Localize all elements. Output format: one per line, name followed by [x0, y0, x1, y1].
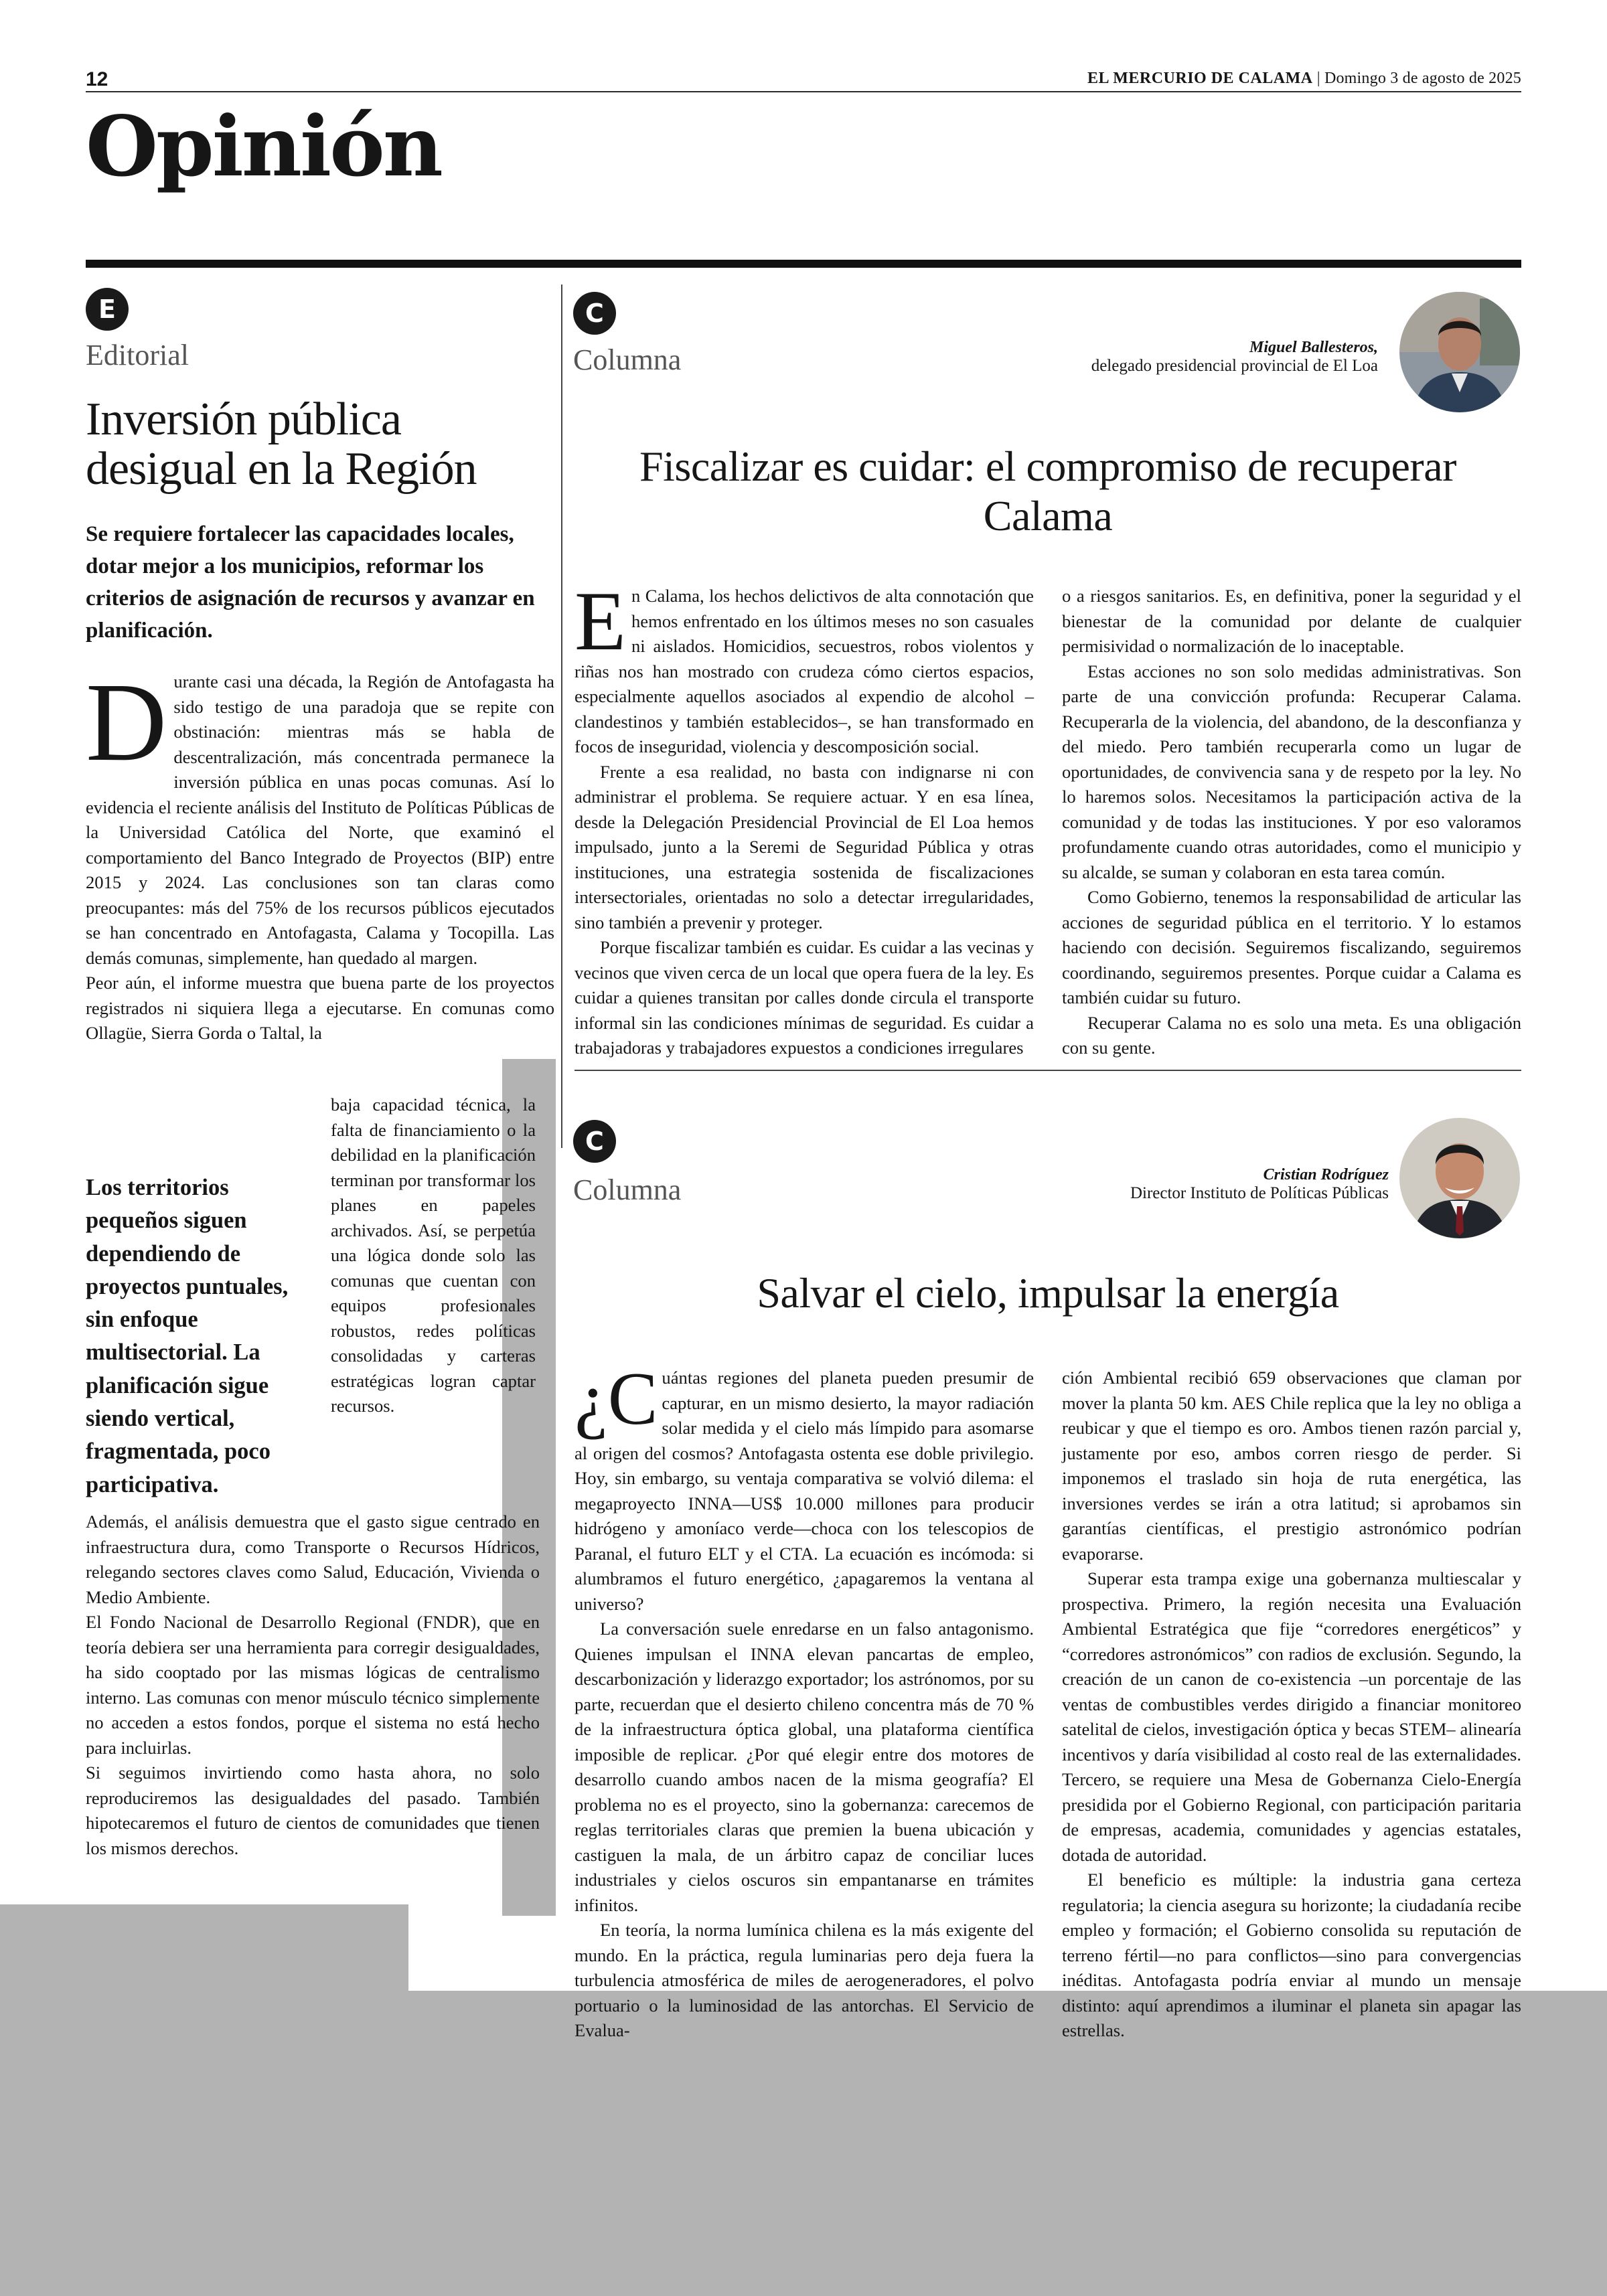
editorial-body-bottom — [86, 1509, 540, 1861]
column2-title: Salvar el cielo, impulsar la energía — [757, 1269, 1339, 1317]
editorial-deck: Se requiere fortalecer las capacidades locales, dotar mejor a los municipios, reformar los criterios de asignación de recursos y avanzar en planificación. — [86, 522, 535, 643]
column1-paragraph-5: Estas acciones no son solo medidas administrativas. Son parte de una convicción profunda: Recuperar Calama. Recuperarla de la violencia, del abandono, de la desconfianza y del miedo. Pero también recuperarla como un lugar de oportunidades, de convivencia sana y de respeto por la ley. No lo haremos solos. Necesitamos la participación activa de la comunidad y de todas las instituciones. Y por eso valoramos profundamente cuando otras autoridades, como el municipio y su alcalde, se suman y colaboran en esta tarea común. — [1062, 661, 1521, 882]
column2-author-avatar — [1399, 1118, 1520, 1238]
editorial-drop-cap: D — [86, 660, 167, 785]
column1-byline — [870, 339, 1378, 376]
column2-paragraph-5: Superar esta trampa exige una gobernanza multiescalar y prospectiva. Primero, la región necesita una Evaluación Ambiental Estratégica que fije “corredores energéticos” y “corredores astronómicos” con radios de exclusión. Segundo, la creación de un canon de co-existencia –un porcentaje de las ventas de combustibles verdes dirigido a financiar monitoreo satelital de cielos, investigación óptica y becas STEM– alinearía incentivos y daría visibilidad al costo real de las externalidades. Tercero, se requiere una Mesa de Gobernanza Cielo-Energía presidida por el Gobierno Regional, con participación paritaria de empresas, academia, comunidades y agencias estatales, dotada de autoridad. — [1062, 1568, 1521, 1865]
column2-byline — [870, 1166, 1389, 1203]
section-title: Opinión — [86, 98, 441, 195]
masthead: EL MERCURIO DE CALAMA | Domingo 3 de agosto de 2025 — [1087, 70, 1521, 87]
column2-author-name: Cristian Rodríguez — [1263, 1166, 1389, 1183]
column1-paragraph-3: Porque fiscalizar también es cuidar. Es cuidar a las vecinas y vecinos que viven cerca de un local que opera fuera de la ley. Es cuidar a quienes transitan por calles donde circula el transporte informal sin las condiciones mínimas de seguridad. Es cuidar a trabajadoras y trabajadores expuestos a condiciones irregulares — [575, 937, 1034, 1058]
column1-title: Fiscalizar es cuidar: el compromiso de recuperar Calama — [639, 442, 1456, 540]
column1-body-right — [1062, 584, 1521, 1061]
editorial-paragraph-2a: Peor aún, el informe muestra que buena parte de los proyectos registrados ni siquiera llega a ejecutarse. En comunas como Ollagüe, Sierra Gorda o Taltal, la — [86, 973, 554, 1043]
editorial-kicker: Editorial — [86, 339, 189, 372]
column2-badge-icon: C — [573, 1120, 616, 1163]
column1-paragraph-7: Recuperar Calama no es solo una meta. Es una obligación con su gente. — [1062, 1012, 1521, 1058]
column1-kicker: Columna — [573, 343, 682, 376]
section-rule — [86, 260, 1521, 268]
column2-body-left — [575, 1358, 1034, 2044]
column2-body-right — [1062, 1366, 1521, 2044]
editorial-badge-icon: E — [86, 288, 129, 331]
newspaper-name: EL MERCURIO DE CALAMA — [1087, 70, 1313, 87]
editorial-paragraph-3: Además, el análisis demuestra que el gasto sigue centrado en infraestructura dura, como Transporte o Recursos Hídricos, relegando sectores claves como Salud, Educación, Vivienda o Medio Ambiente. — [86, 1511, 540, 1607]
column2-paragraph-6: El beneficio es múltiple: la industria gana certeza regulatoria; la ciencia asegura su horizonte; la ciudadanía recibe empleo y formación; el Gobierno consolida su reputación de terreno fértil—no para conflictos—sino para convergencias inéditas. Antofagasta podría enviar al mundo un mensaje distinto: aquí aprendimos a iluminar el planeta sin apagar las estrellas. — [1062, 1870, 1521, 2040]
column1-paragraph-1: n Calama, los hechos delictivos de alta connotación que hemos enfrentado en los últimos meses no son casuales ni aislados. Homicidios, secuestros, robos violentos y riñas nos han mostrado con crudeza cómo ciertos espacios, especialmente aquellos asociados al expendio de alcohol –clandestinos y también establecidos–, se han transformado en focos de inseguridad, violencia y descomposición social. — [575, 586, 1034, 756]
column2-paragraph-3: En teoría, la norma lumínica chilena es la más exigente del mundo. En la práctica, regula luminarias pero deja fuera la turbulencia atmosférica de miles de aerogeneradores, el polvo portuario o la luminosidad de las antorchas. El Servicio de Evalua- — [575, 1920, 1034, 2040]
column1-author-name: Miguel Ballesteros, — [1249, 339, 1378, 356]
gray-bottom-left — [0, 1904, 408, 1991]
column1-body-left — [575, 575, 1034, 1061]
column1-badge-icon: C — [573, 292, 616, 335]
column2-kicker: Columna — [573, 1173, 682, 1206]
column1-paragraph-2: Frente a esa realidad, no basta con indignarse ni con administrar el problema. Se requiere actuar. Y en esa línea, desde la Delegación Presidencial Provincial de El Loa hemos impulsado, junto a la Seremi de Seguridad Pública y otras instituciones, una estrategia sostenida de fiscalizaciones intersectoriales, orientadas no solo a detectar irregularidades, sino también a prevenir y proteger. — [575, 761, 1034, 932]
editorial-paragraph-5: Si seguimos invirtiendo como hasta ahora, no solo reproduciremos las desigualdades del pasado. También hipotecaremos el futuro de cientos de comunidades que tienen los mismos derechos. — [86, 1762, 540, 1858]
header-rule — [86, 91, 1521, 92]
editorial-title: Inversión pública desigual en la Región — [86, 394, 477, 495]
column1-paragraph-4: o a riesgos sanitarios. Es, en definitiva, poner la seguridad y el bienestar de la comunidad por delante de cualquier permisividad o normalización de lo inaceptable. — [1062, 586, 1521, 656]
column2-paragraph-4: ción Ambiental recibió 659 observaciones que claman por mover la planta 50 km. AES Chile replica que la ley no obliga a reubicar y que el tiempo es oro. Ambos tienen razón parcial y, justamente por eso, ambos corren riesgo de perder. Si imponemos el traslado sin hoja de ruta energética, las inversiones verdes se irán a otra latitud; si aprobamos sin garantías científicas, el prestigio astronómico podrían evaporarse. — [1062, 1368, 1521, 1564]
editorial-paragraph-4: El Fondo Nacional de Desarrollo Regional (FNDR), que en teoría debiera ser una herramienta para corregir desigualdades, ha sido cooptado por las mismas lógicas de centralismo interno. Las comunas con menor músculo técnico simplemente no acceden a estos fondos, porque el sistema no está hecho para incluirlas. — [86, 1612, 540, 1758]
page-number: 12 — [86, 68, 108, 90]
column1-drop-cap: E — [575, 575, 626, 668]
column-divider — [561, 284, 562, 1148]
column1-paragraph-6: Como Gobierno, tenemos la responsabilidad de articular las acciones de seguridad pública en el territorio. Y lo estamos haciendo con decisión. Seguiremos fiscalizando, seguiremos coordinando, seguiremos presentes. Porque cuidar a Calama es también cuidar su futuro. — [1062, 887, 1521, 1007]
editorial-body-top — [86, 660, 554, 1046]
column1-author-avatar — [1399, 292, 1520, 412]
column2-paragraph-1: uántas regiones del planeta pueden presumir de capturar, en un mismo desierto, la mayor radiación solar medida y el cielo más límpido para asomarse al origen del cosmos? Antofagasta ostenta ese doble privilegio. Hoy, sin embargo, su ventaja comparativa se volvió dilema: el megaproyecto INNA—US$ 10.000 millones para producir hidrógeno y amoníaco verde—choca con los telescopios de Paranal, el futuro ELT y el CTA. La ecuación es incómoda: si alumbramos el futuro energético, ¿apagaremos la ventana al universo? — [575, 1368, 1034, 1614]
editorial-body-narrow — [331, 1092, 536, 1419]
editorial-paragraph-1: urante casi una década, la Región de Antofagasta ha sido testigo de una paradoja que se repite con obstinación: mientras más se habla de descentralización, más concentrada permanece la inversión pública en unas pocas comunas. Así lo evidencia el reciente análisis del Instituto de Políticas Públicas de la Universidad Católica del Norte, que examinó el comportamiento del Banco Integrado de Proyectos (BIP) entre 2015 y 2024. Las conclusiones son tan claras como preocupantes: más del 75% de los recursos públicos ejecutados se han concentrado en Antofagasta, Calama y Tocopilla. Las demás comunas, simplemente, han quedado al margen. — [86, 671, 554, 968]
column-separator-rule — [575, 1070, 1521, 1071]
editorial-pull-quote: Los territorios pequeños siguen dependiendo de proyectos puntuales, sin enfoque multisectorial. La planificación sigue siendo vertical, fragmentada, poco participativa. — [86, 1175, 289, 1497]
issue-date: Domingo 3 de agosto de 2025 — [1324, 70, 1521, 87]
editorial-paragraph-2b: baja capacidad técnica, la falta de financiamiento o la debilidad en la planificación terminan por transformar los planes en papeles archivados. Así, se perpetúa una lógica donde solo las comunas que cuentan con equipos profesionales robustos, redes políticas consolidadas y carteras estratégicas logran captar recursos. — [331, 1094, 536, 1416]
column2-paragraph-2: La conversación suele enredarse en un falso antagonismo. Quienes impulsan el INNA elevan pancartas de empleo, descarbonización y liderazgo exportador; los astrónomos, por su parte, recuerdan que el desierto chileno concentra más de 70 % de la infraestructura óptica global, una plataforma científica imposible de replicar. ¿Por qué elegir entre dos motores de desarrollo cuando ambos nacen de la misma geografía? El problema no es el proyecto, sino la gobernanza: carecemos de reglas territoriales claras que premien la buena ubicación y castiguen la mala, de un árbitro capaz de conciliar luces industriales y cielos oscuros sin empantanarse en trámites infinitos. — [575, 1619, 1034, 1915]
column1-author-role: delegado presidencial provincial de El Loa — [1091, 357, 1378, 375]
column2-author-role: Director Instituto de Políticas Públicas — [1130, 1184, 1389, 1202]
column2-drop-cap: ¿C — [575, 1358, 658, 1441]
